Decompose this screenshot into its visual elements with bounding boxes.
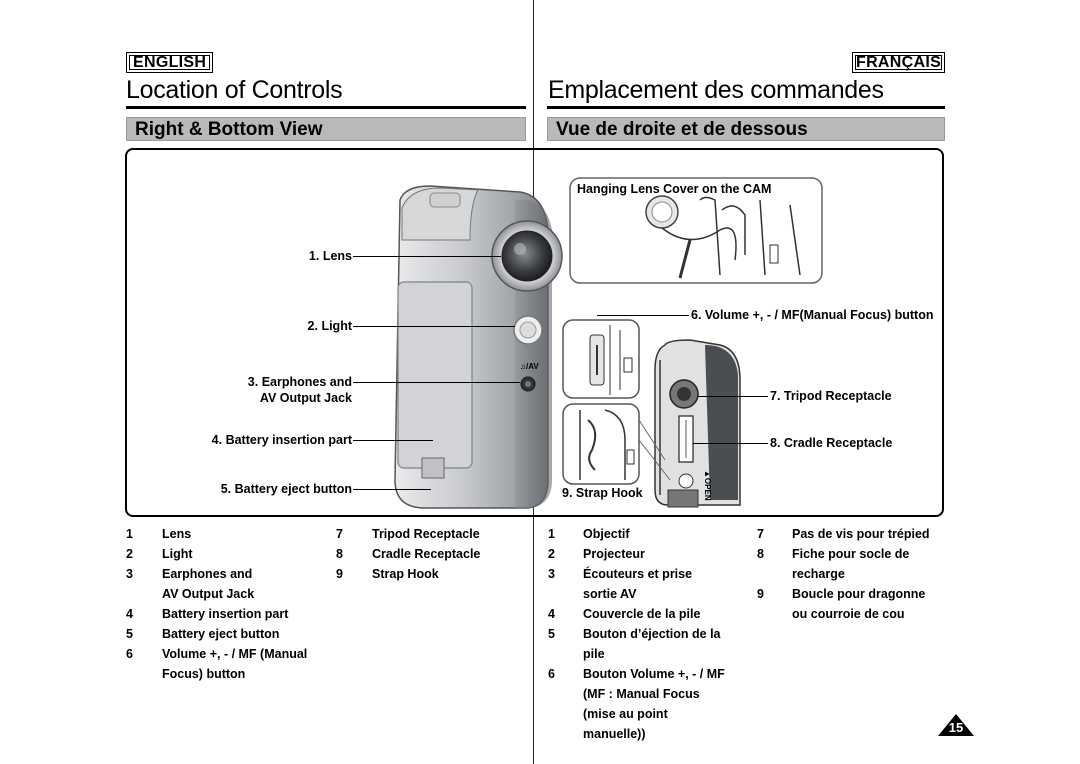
list-item: 1 Lens bbox=[126, 527, 192, 541]
list-item: 3 Écouteurs et prise bbox=[548, 567, 693, 581]
list-item: 4 Battery insertion part bbox=[126, 607, 289, 621]
callout-volume-mf: 6. Volume +, - / MF(Manual Focus) button bbox=[691, 308, 934, 322]
list-item: 2 Light bbox=[126, 547, 193, 561]
page-title-en: Location of Controls bbox=[126, 76, 343, 104]
list-item: 7 Tripod Receptacle bbox=[336, 527, 480, 541]
list-item: recharge bbox=[792, 567, 845, 581]
list-item: 8 Cradle Receptacle bbox=[336, 547, 481, 561]
english-list-col2 bbox=[336, 524, 526, 584]
list-item: pile bbox=[583, 647, 605, 661]
list-item: 9 Boucle pour dragonne bbox=[757, 587, 926, 601]
list-item: 7 Pas de vis pour trépied bbox=[757, 527, 930, 541]
callout-strap-hook: 9. Strap Hook bbox=[562, 486, 643, 500]
open-marking: ▲OPEN bbox=[703, 470, 712, 501]
french-list-col2 bbox=[757, 524, 947, 624]
section-heading-en: Right & Bottom View bbox=[126, 117, 526, 141]
callout-lens: 1. Lens bbox=[308, 249, 352, 263]
list-item: ou courroie de cou bbox=[792, 607, 905, 621]
list-item: 6 Volume +, - / MF (Manual bbox=[126, 647, 308, 661]
callout-earphones: 3. Earphones and bbox=[247, 375, 352, 389]
list-item: 2 Projecteur bbox=[548, 547, 645, 561]
leader-light bbox=[353, 326, 515, 327]
list-item: 5 Battery eject button bbox=[126, 627, 280, 641]
list-item: 8 Fiche pour socle de bbox=[757, 547, 910, 561]
callout-light: 2. Light bbox=[307, 319, 352, 333]
list-item: 3 Earphones and bbox=[126, 567, 253, 581]
callout-cradle: 8. Cradle Receptacle bbox=[770, 436, 893, 450]
callout-tripod: 7. Tripod Receptacle bbox=[770, 389, 892, 403]
leader-volume bbox=[597, 315, 689, 316]
inset-title: Hanging Lens Cover on the CAM bbox=[577, 182, 772, 196]
page-title-fr: Emplacement des commandes bbox=[548, 76, 884, 104]
list-item: 4 Couvercle de la pile bbox=[548, 607, 701, 621]
av-marking: ♫/AV bbox=[520, 362, 539, 371]
leader-battery-insertion bbox=[353, 440, 433, 441]
section-heading-fr: Vue de droite et de dessous bbox=[547, 117, 945, 141]
leader-tripod bbox=[698, 396, 768, 397]
list-item: manuelle)) bbox=[583, 727, 646, 741]
callout-av-output: AV Output Jack bbox=[259, 391, 352, 405]
leader-cradle bbox=[693, 443, 768, 444]
leader-lens bbox=[353, 256, 501, 257]
list-item: (MF : Manual Focus bbox=[583, 687, 700, 701]
list-item: 9 Strap Hook bbox=[336, 567, 439, 581]
list-item: 1 Objectif bbox=[548, 527, 630, 541]
list-item: 5 Bouton d’éjection de la bbox=[548, 627, 721, 641]
francais-badge: FRANÇAIS bbox=[852, 52, 945, 73]
callout-battery-eject: 5. Battery eject button bbox=[220, 482, 352, 496]
page-number-badge bbox=[937, 713, 975, 737]
english-list-col1 bbox=[126, 524, 336, 684]
list-item: Focus) button bbox=[162, 667, 246, 681]
english-badge: ENGLISH bbox=[126, 52, 213, 73]
list-item: 6 Bouton Volume +, - / MF bbox=[548, 667, 725, 681]
list-item: AV Output Jack bbox=[162, 587, 255, 601]
french-list-col1 bbox=[548, 524, 753, 744]
callout-battery-insertion: 4. Battery insertion part bbox=[211, 433, 352, 447]
list-item: (mise au point bbox=[583, 707, 668, 721]
page-number: 15 bbox=[948, 720, 964, 735]
list-item: sortie AV bbox=[583, 587, 637, 601]
leader-battery-eject bbox=[353, 489, 431, 490]
leader-earphones bbox=[353, 382, 520, 383]
